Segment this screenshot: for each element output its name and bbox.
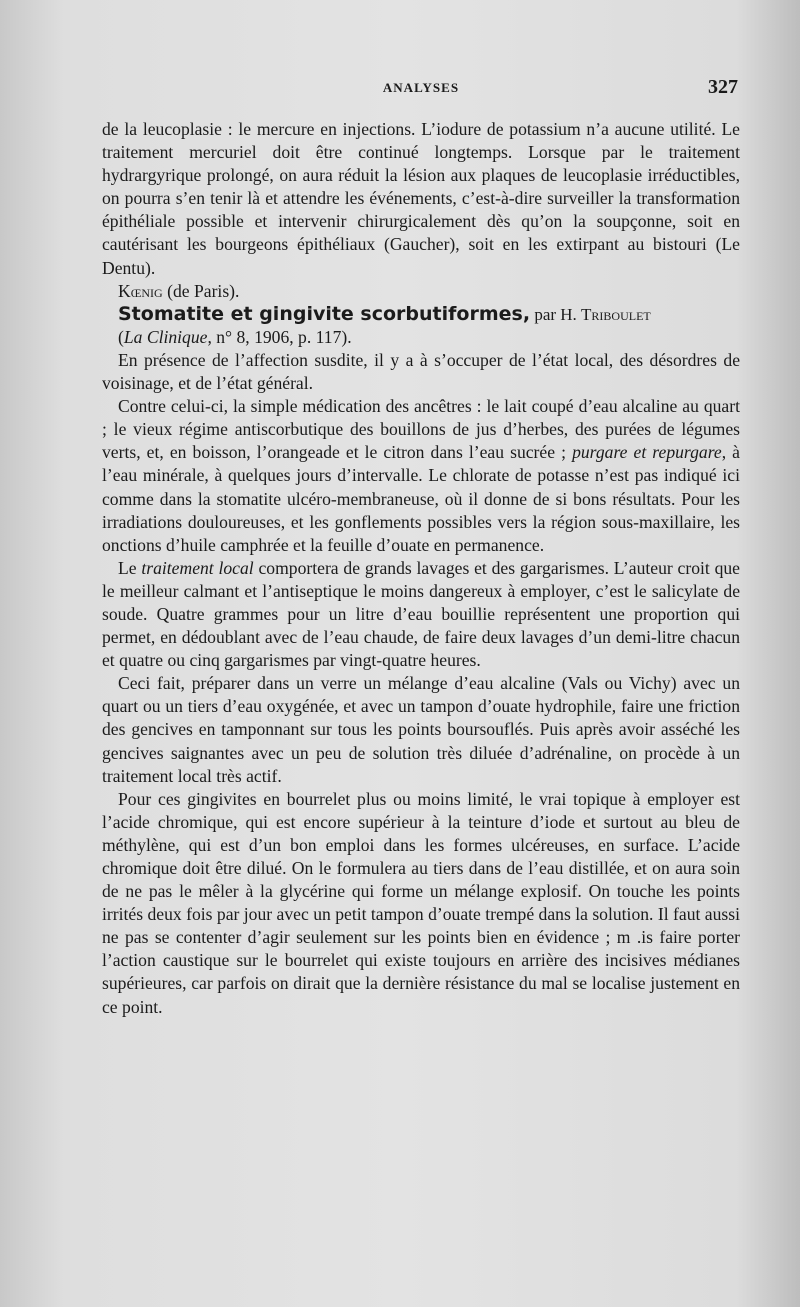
- paragraph-2-italic: purgare et repurgare: [572, 442, 722, 463]
- running-title: ANALYSES: [382, 80, 460, 95]
- page-number: 327: [708, 76, 738, 98]
- signature-name: Kœnig: [118, 280, 163, 301]
- citation-journal: La Clinique: [123, 326, 208, 347]
- paragraph-2: [102, 395, 740, 557]
- body-text: [102, 118, 740, 1019]
- intro-paragraph: de la leucoplasie : le mercure en injections. L’iodure de potassium n’a aucune utilité. Le traitement mercuriel doit être continué longtemps. Lorsque par le traitement hydrargyrique prolongé, on aura réduit la lésion aux plaques de leucoplasie irréductibles, on pourra s’en tenir là et attendre les événements, c’est-à-dire surveiller la transformation épithéliale possible et intervenir chirurgicalement dès qu’on la soupçonne, soit en cautérisant les bourgeons épithéliaux (Gaucher), soit en les extirpant au bistouri (Le Dentu).: [102, 119, 740, 278]
- running-head: [102, 76, 740, 100]
- paragraph-2-a: Contre celui-ci, la simple médication des ancêtres : le lait coupé d’eau alcaline au quart ; le vieux régime antiscorbutique des bouillons de jus d’herbes, des purées de légumes verts, et, en boisson, l’orangeade et le citron dans l’eau sucrée ;: [102, 396, 740, 463]
- signature: [102, 280, 740, 303]
- paragraph-3: [102, 557, 740, 672]
- signature-place: (de Paris).: [162, 280, 240, 301]
- article-heading: [102, 303, 740, 326]
- paragraph-1: En présence de l’affection susdite, il y a à s’occuper de l’état local, des désordres de voisinage, et de l’état général.: [102, 349, 740, 394]
- article-author: Triboulet: [581, 304, 651, 324]
- paragraph-5: Pour ces gingivites en bourrelet plus ou moins limité, le vrai topique à employer est l’acide chromique, qui est encore supérieur à la teinture d’iode et surtout au bleu de méthylène, qui est d’un bon emploi dans les formes ulcéreuses, en surface. L’acide chromique doit être dilué. On le formulera au tiers dans de l’eau distillée, et on aura soin de ne pas le mêler à la glycérine qui forme un mélange explosif. On touche les points irrités deux fois par jour avec un petit tampon d’ouate trempé dans la solution. Il faut aussi ne pas se contenter d’agir seulement sur les points bien en évidence ; m .is faire porter l’action caustique sur le bourrelet qui existe toujours en arrière des incisives médianes supérieures, car parfois on dirait que la dernière résistance du mal se localise justement en ce point.: [102, 788, 740, 1017]
- paragraph-3-rest: comportera de grands lavages et des gargarismes. L’auteur croit que le meilleur calmant et l’antiseptique le moins dangereux à employer, c’est le salicylate de soude. Quatre grammes pour un litre d’eau bouillie représentent une proportion qui permet, en dédoublant avec de l’eau chaude, de faire deux lavages d’un demi-litre chacun et quatre ou cinq gargarismes par vingt-quatre heures.: [102, 557, 740, 671]
- paragraph-3-lead: Le: [118, 557, 142, 578]
- article-title: Stomatite et gingivite scorbutiformes,: [118, 302, 531, 325]
- paragraph-2-b: , à l’eau minérale, à quelques jours d’intervalle. Le chlorate de potasse n’est pas indiqué ici comme dans la stomatite ulcéro-membraneuse, où il donne de si bons résultats. Pour les irradiations douloureuses, et les gonflements possibles vers la région sous-maxillaire, les onctions d’huile camphrée et la feuille d’ouate en permanence.: [102, 442, 740, 555]
- article-citation: (La Clinique, n° 8, 1906, p. 117).: [118, 326, 352, 347]
- citation-details: , n° 8, 1906, p. 117).: [207, 326, 352, 347]
- article-by: par H.: [530, 304, 582, 324]
- paragraph-3-italic: traitement local: [141, 557, 254, 578]
- paragraph-4: Ceci fait, préparer dans un verre un mélange d’eau alcaline (Vals ou Vichy) avec un quart ou un tiers d’eau oxygénée, et avec un tampon d’ouate hydrophile, faire une friction des gencives en tamponnant sur tous les points boursouflés. Puis après avoir asséché les gencives saignantes avec un peu de solution très diluée d’adrénaline, on procède à un traitement local très actif.: [102, 673, 740, 786]
